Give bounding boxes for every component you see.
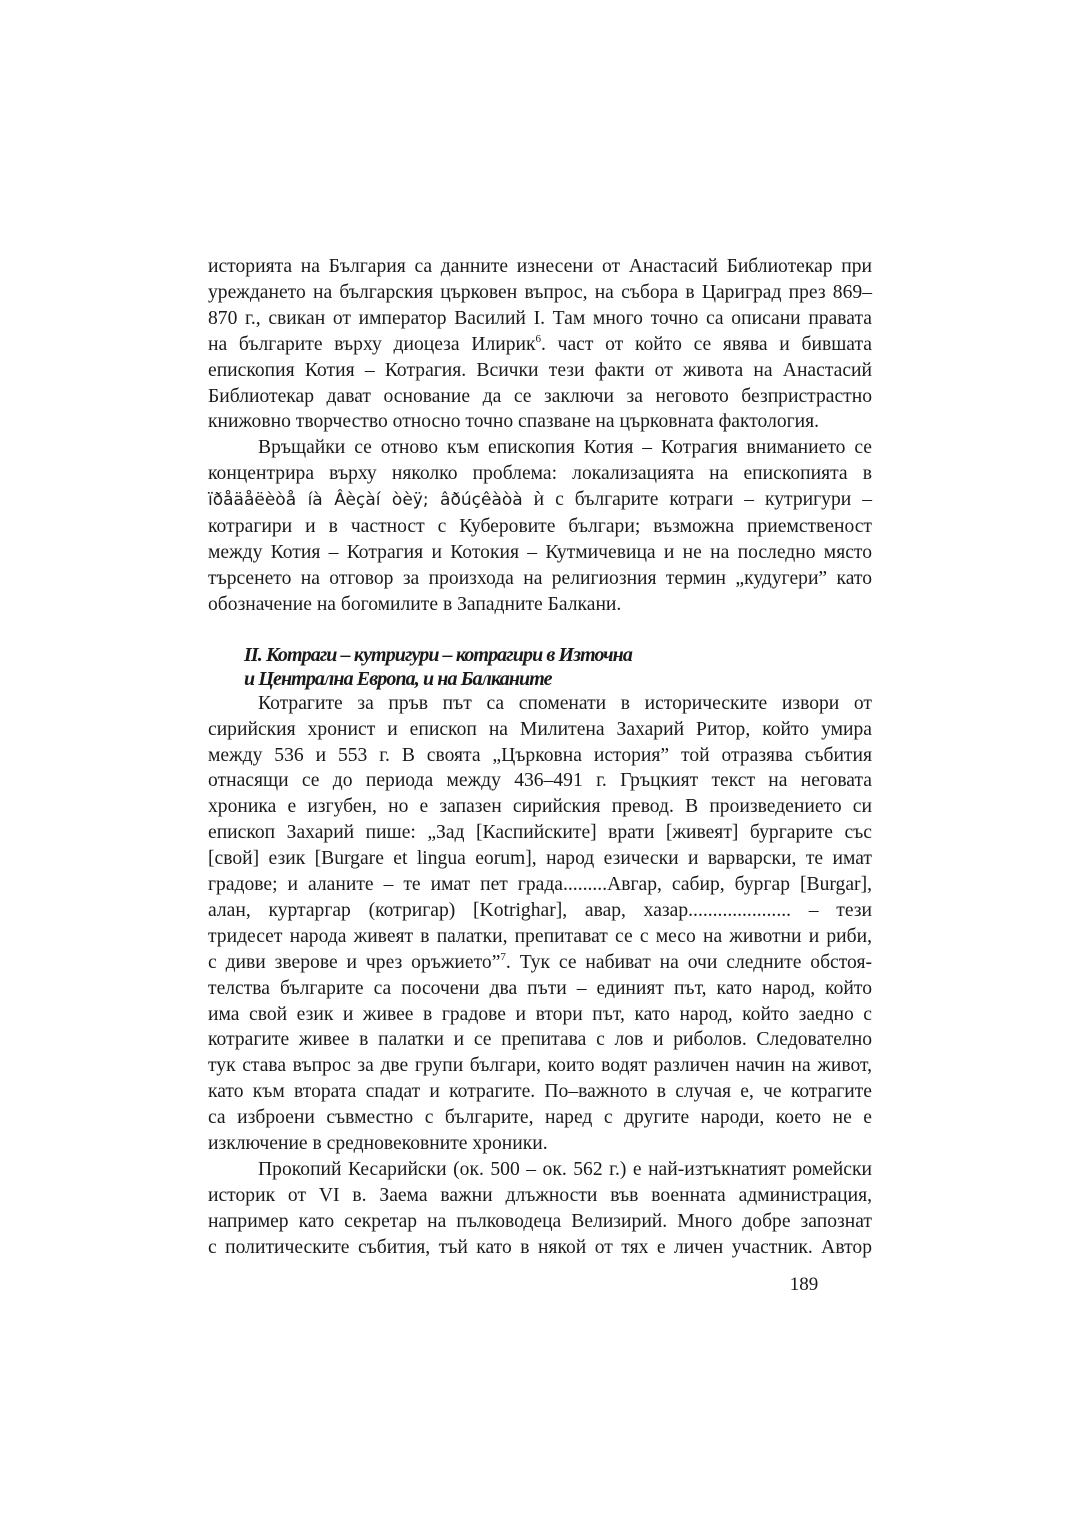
text-line: хроника е изгубен, но е запазен сирийския превод. В произведението си <box>208 796 872 818</box>
text-line <box>208 950 872 976</box>
text-line: епископ Захарий пише: „Зад [Каспийските] врати [живеят] бургарите със <box>208 822 872 844</box>
text-line: изключение в средновековните хроники. <box>208 1133 548 1155</box>
text-fragment: с диви зверове и чрез оръжието” <box>208 951 501 973</box>
text-line: [свой] език [Burgare et lingua eorum], народ езически и варварски, те имат <box>208 848 872 870</box>
text-line: с политическите събития, тъй като в някой от тях е личен участник. Автор <box>208 1236 872 1258</box>
text-line: обозначение на богомилите в Западните Балкани. <box>208 593 622 615</box>
text-line: например като секретар на пълководеца Велизирий. Много добре запознат <box>208 1210 872 1232</box>
text-line: между 536 и 553 г. В своята „Църковна история” той отразява събития <box>208 744 872 766</box>
text-line: книжовно творчество относно точно спазване на църковната фактология. <box>208 411 820 433</box>
garbled-text: ïðåäåëèòå íà Âèçàí òèÿ; âðúçêàòà <box>208 490 523 511</box>
text-line <box>208 332 872 358</box>
text-line: епископия Котия – Котрагия. Всички тези факти от живота на Анастасий <box>208 359 872 381</box>
page-number: 189 <box>789 1274 819 1295</box>
text-line: градове; и аланите – те имат пет града.........Авгар, сабир, бургар [Burgar], <box>208 874 872 896</box>
text-line: алан, куртаргар (котригар) [Kotrighar], авар, хазар..................... – тези <box>208 899 872 921</box>
text-line: тук става въпрос за две групи българи, които водят различен начин на живот, <box>208 1055 872 1077</box>
main-text <box>208 254 872 1261</box>
text-fragment: ѝ с българите котраги – кутригури – <box>522 489 872 511</box>
section-heading <box>244 643 872 691</box>
text-line: търсенето на отговор за произхода на религиозния термин „кудугери” като <box>208 567 872 589</box>
text-fragment: на българите върху диоцеза Илирик <box>208 333 536 355</box>
text-line: като към втората спадат и котрагите. По–важното в случая е, че котрагите <box>208 1081 872 1103</box>
text-line: Прокопий Кесарийски (ок. 500 – ок. 562 г.) е най-изтъкнатият ромейски <box>258 1159 872 1180</box>
text-line: концентрира върху няколко проблема: локализацията на епископията в <box>208 463 872 485</box>
paragraph-1 <box>208 254 872 435</box>
text-line: между Котия – Котрагия и Котокия – Кутмичевица и не на последно място <box>208 541 872 563</box>
footnote-ref-6[interactable]: 6 <box>535 332 542 345</box>
footnote-ref-7[interactable]: 7 <box>500 950 506 963</box>
text-line: има свой език и живее в градове и втори път, като народ, който заедно с <box>208 1003 872 1025</box>
text-line: уреждането на българския църковен въпрос, на събора в Цариград през 869– <box>208 281 872 303</box>
text-line: котрагири и в частност с Куберовите българи; възможна приемственост <box>208 516 872 538</box>
paragraph-2 <box>208 435 872 617</box>
text-fragment: . част от който се явява и бившата <box>541 333 872 355</box>
text-line: Котрагите за пръв път са споменати в историческите извори от <box>258 692 872 714</box>
text-line: сирийския хронист и епископ на Милитена Захарий Ритор, който умира <box>208 718 872 740</box>
text-line: историята на България са данните изнесени от Анастасий Библиотекар при <box>208 256 872 277</box>
text-line: са изброени съвместно с българите, наред с другите народи, което не е <box>208 1107 872 1129</box>
text-line: телства българите са посочени два пъти – единият път, като народ, който <box>208 977 872 999</box>
text-line: историк от VI в. Заема важни длъжности във военната администрация, <box>208 1184 872 1206</box>
heading-line: II. Котраги – кутригури – котрагири в Източна <box>244 643 632 666</box>
paragraph-4 <box>208 1157 872 1261</box>
text-line: 870 г., свикан от император Василий I. Там много точно са описани правата <box>208 307 872 329</box>
text-fragment: . Тук се набиват на очи следните обстоя- <box>505 951 873 973</box>
text-line: Връщайки се отново към епископия Котия – Котрагия вниманието се <box>258 437 872 459</box>
text-line: Библиотекар дават основание да се заключи за неговото безпристрастно <box>208 385 872 407</box>
text-line: котрагите живее в палатки и се препитава с лов и риболов. Следователно <box>208 1029 872 1051</box>
paragraph-3 <box>208 691 872 1157</box>
text-line: отнасящи се до периода между 436–491 г. Гръцкият текст на неговата <box>208 770 872 792</box>
heading-line: и Централна Европа, и на Балканите <box>244 667 552 690</box>
text-line <box>208 487 872 514</box>
text-line: тридесет народа живеят в палатки, препитават се с месо на животни и риби, <box>208 925 872 947</box>
